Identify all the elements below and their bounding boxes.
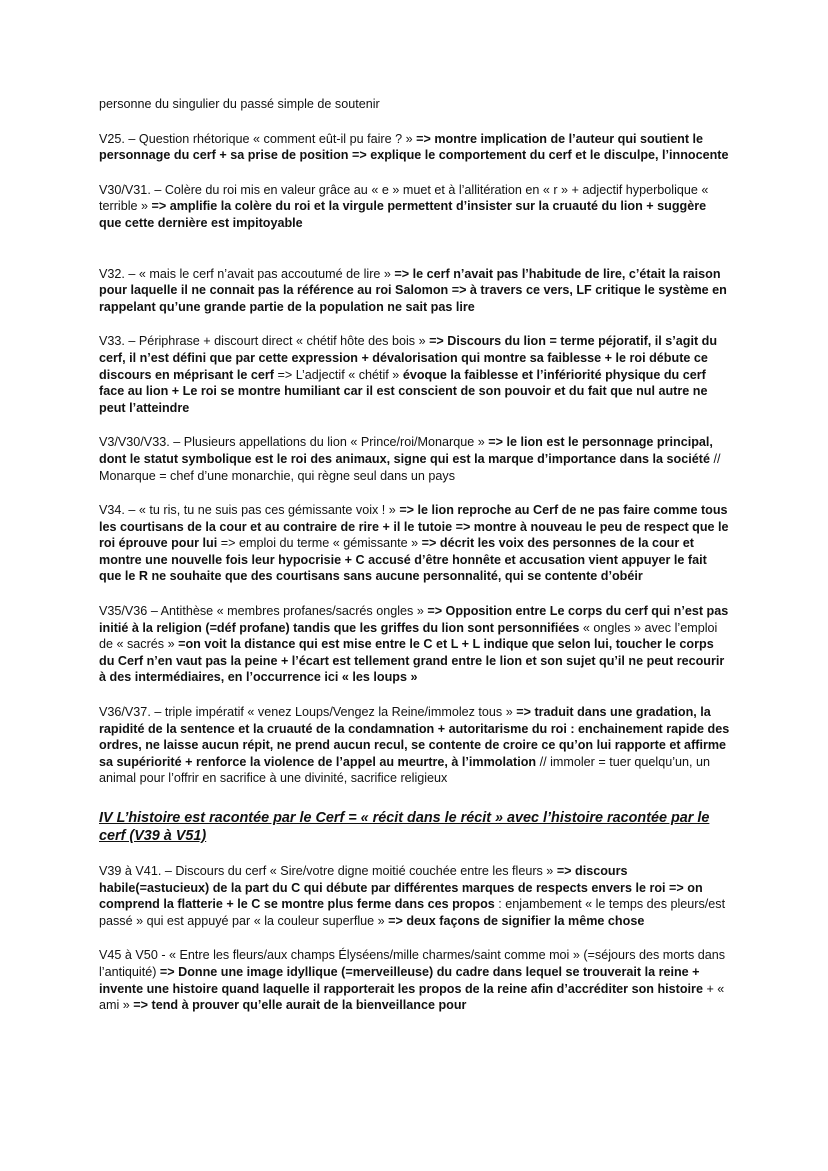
bold-segment: => Opposition entre Le corps du cerf qui n’est pas initié à la religion (=déf profane) tandis que les griffes du lion sont personnifiées (99, 604, 729, 635)
text-segment: personne du singulier du passé simple de soutenir (99, 97, 380, 111)
paragraph-v36-v37 (99, 704, 730, 787)
bold-segment: => traduit dans une gradation, la rapidité de la sentence et la cruauté de la condamnation + autoritarisme du roi : enchainement rapide des ordres, ne laisse aucun répit, ne prend aucun recul, se contente de croire ce qu’on lui rapporte et affirme sa supériorité + renforce la violence de l’appel au meurtre, à l’immolation (99, 705, 730, 769)
bold-segment: => tend à prouver qu’elle aurait de la bienveillance pour (133, 998, 467, 1013)
text-segment: // Monarque = chef d’une monarchie, qui règne seul dans un pays (99, 451, 721, 483)
text-segment: // immoler = tuer quelqu’un, un animal pour l’offrir en sacrifice à une divinité, sacrifice religieux (99, 754, 711, 786)
bold-segment: => deux façons de signifier la même chose (388, 913, 645, 928)
paragraph-v30-v31 (99, 182, 730, 232)
text-segment: V32. – « mais le cerf n’avait pas accoutumé de lire » (99, 266, 395, 281)
bold-segment: => Donne une image idyllique (=merveilleuse) du cadre dans lequel se trouverait la reine + invente une histoire quand laquelle il rapporterait les propos de la reine afin d’accréditer son histoire (99, 964, 703, 996)
bold-segment: => le lion reproche au Cerf de ne pas faire comme tous les courtisans de la cour et au contraire de rire + il le tutoie => montre à nouveau le peu de respect que le roi éprouve pour lui (99, 503, 729, 551)
text-segment: : enjambement « le temps des pleurs/est passé » qui est appuyé par « la couleur superflue » (99, 897, 726, 928)
paragraph-v32 (99, 266, 730, 316)
paragraph-v33 (99, 333, 730, 416)
bold-segment: évoque la faiblesse et l’infériorité physique du cerf face au lion + Le roi se montre humiliant car il est conscient de son pouvoir et du fait que nul autre ne peut l’atteindre (99, 367, 708, 415)
bold-segment: => amplifie la colère du roi et la virgule permettent d’insister sur la cruauté du lion + suggère que cette dernière est impitoyable (99, 199, 707, 230)
text-segment: + « ami » (99, 981, 725, 1013)
text-segment: V35/V36 – Antithèse « membres profanes/sacrés ongles » (99, 604, 428, 619)
bold-segment: =on voit la distance qui est mise entre le C et L + L indique que selon lui, toucher le corps du Cerf n’en vaut pas la peine + l’écart est tellement grand entre le lion et son sujet qu’il ne peut recourir à des intermédiaires, en l’occurrence ici « les loups » (99, 637, 725, 685)
text-segment: V39 à V41. – Discours du cerf « Sire/votre digne moitié couchée entre les fleurs » (99, 864, 557, 878)
bold-segment: => décrit les voix des personnes de la cour et montre une nouvelle fois leur hypocrisie + C accusé d’être honnête et accusation vient appuyer le fait que le R ne souhaite que des courtisans sans aucune personnalité, qui se contente d’obéir (99, 536, 707, 584)
text-segment: => L’adjectif « chétif » (277, 367, 403, 382)
text-segment: V36/V37. – triple impératif « venez Loups/Vengez la Reine/immolez tous » (99, 705, 517, 720)
text-segment: V33. – Périphrase + discourt direct « chétif hôte des bois » (99, 334, 430, 349)
text-segment: V25. – Question rhétorique « comment eût-il pu faire ? » (99, 131, 417, 146)
paragraph-continuation (99, 96, 730, 113)
paragraph-v34 (99, 502, 730, 585)
paragraph-v39-v41 (99, 863, 730, 929)
text-segment: V45 à V50 - « Entre les fleurs/aux champs Élyséens/mille charmes/saint comme moi » (=séjours des morts dans l’antiquité) (99, 948, 726, 979)
bold-segment: => montre implication de l’auteur qui soutient le personnage du cerf + sa prise de position => explique le comportement du cerf et le disculpe, l’innocente (99, 131, 729, 163)
bold-segment: => le lion est le personnage principal, dont le statut symbolique est le roi des animaux, signe qui est la marque d’importance dans la société (99, 435, 713, 466)
paragraph-v35-v36 (99, 603, 730, 686)
bold-segment: => discours habile(=astucieux) de la part du C qui débute par différentes marques de respects envers le roi => on comprend la flatterie + le C se montre plus ferme dans ces propos (99, 864, 703, 912)
section-heading: IV L’histoire est racontée par le Cerf = « récit dans le récit » avec l’histoire racontée par le cerf (V39 à V51) (99, 810, 710, 844)
paragraph-v3-v30-v33 (99, 434, 730, 484)
bold-segment: => le cerf n’avait pas l’habitude de lire, c’était la raison pour laquelle il ne connait pas la référence au roi Salomon => à travers ce vers, LF critique le système en rappelant qu’une grande partie de la population ne sait pas lire (99, 266, 727, 314)
paragraph-v45-v50 (99, 947, 730, 1013)
text-segment: « ongles » avec l’emploi de « sacrés » (99, 620, 718, 652)
text-segment: V30/V31. – Colère du roi mis en valeur grâce au « e » muet et à l’allitération en « r » + adjectif hyperbolique « terrible » (99, 182, 709, 214)
text-segment: V34. – « tu ris, tu ne suis pas ces gémissante voix ! » (99, 503, 400, 518)
paragraph-v25 (99, 131, 730, 164)
text-segment: V3/V30/V33. – Plusieurs appellations du lion « Prince/roi/Monarque » (99, 435, 489, 450)
text-segment: => emploi du terme « gémissante » (220, 536, 422, 551)
bold-segment: => Discours du lion = terme péjoratif, il s’agit du cerf, il n’est défini que par cette expression + dévalorisation qui montre sa faiblesse + le roi débute ce discours en méprisant le cerf (99, 334, 718, 382)
